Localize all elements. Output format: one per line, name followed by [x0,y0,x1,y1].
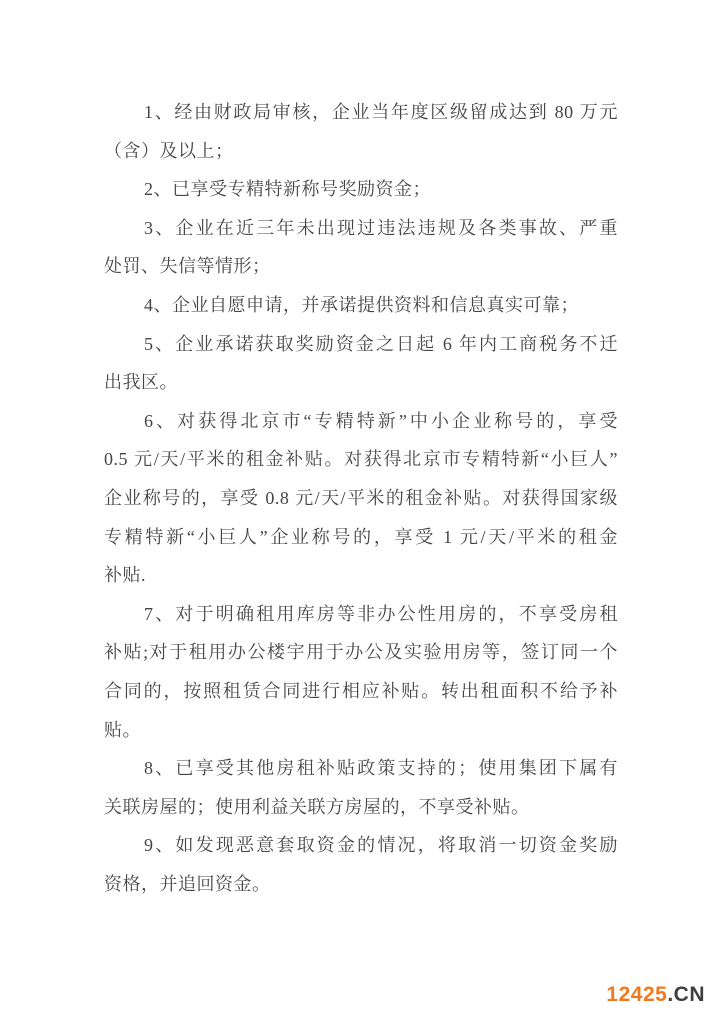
text-line: 8、已享受其他房租补贴政策支持的；使用集团下属有 [144,758,618,779]
paragraph [104,749,618,826]
document-text [104,93,618,903]
watermark-domain-suffix: .CN [667,983,705,1006]
paragraph [104,595,618,749]
watermark-site-name: 12425 [606,983,668,1006]
text-line: 2、已享受专精特新称号奖励资金； [144,179,431,200]
text-line: 合同的，按照租赁合同进行相应补贴。转出租面积不给予补 [104,680,618,701]
text-line: 出我区。 [104,372,178,393]
site-watermark [606,983,705,1007]
text-line: 处罚、失信等情形； [104,256,271,277]
text-line: 6、对获得北京市“专精特新”中小企业称号的，享受 [144,410,618,431]
paragraph [104,209,618,286]
text-line: 企业称号的，享受 0.8 元/天/平米的租金补贴。对获得国家级 [104,487,618,508]
text-line: 5、企业承诺获取奖励资金之日起 6 年内工商税务不迁 [144,333,618,354]
text-line: 关联房屋的；使用利益关联方房屋的，不享受补贴。 [104,796,530,817]
text-line: （含）及以上； [104,140,234,161]
text-line: 9、如发现恶意套取资金的情况，将取消一切资金奖励 [144,835,618,856]
paragraph [104,402,618,595]
text-line: 补贴. [104,565,146,586]
text-line: 7、对于明确租用库房等非办公性用房的，不享受房租 [144,603,618,624]
text-line: 0.5 元/天/平米的租金补贴。对获得北京市专精特新“小巨人” [104,449,618,470]
text-line: 3、企业在近三年未出现过违法违规及各类事故、严重 [144,217,618,238]
paragraph [104,170,618,209]
paragraph [104,286,618,325]
paragraph [104,826,618,903]
paragraph [104,325,618,402]
text-line: 资格，并追回资金。 [104,873,271,894]
text-line: 专精特新“小巨人”企业称号的，享受 1 元/天/平米的租金 [104,526,618,547]
paragraph [104,93,618,170]
text-line: 1、经由财政局审核，企业当年度区级留成达到 80 万元 [144,102,618,122]
text-line: 贴。 [104,719,141,740]
text-line: 4、企业自愿申请，并承诺提供资料和信息真实可靠； [144,294,579,315]
text-line: 补贴;对于租用办公楼宇用于办公及实验用房等，签订同一个 [104,642,618,663]
